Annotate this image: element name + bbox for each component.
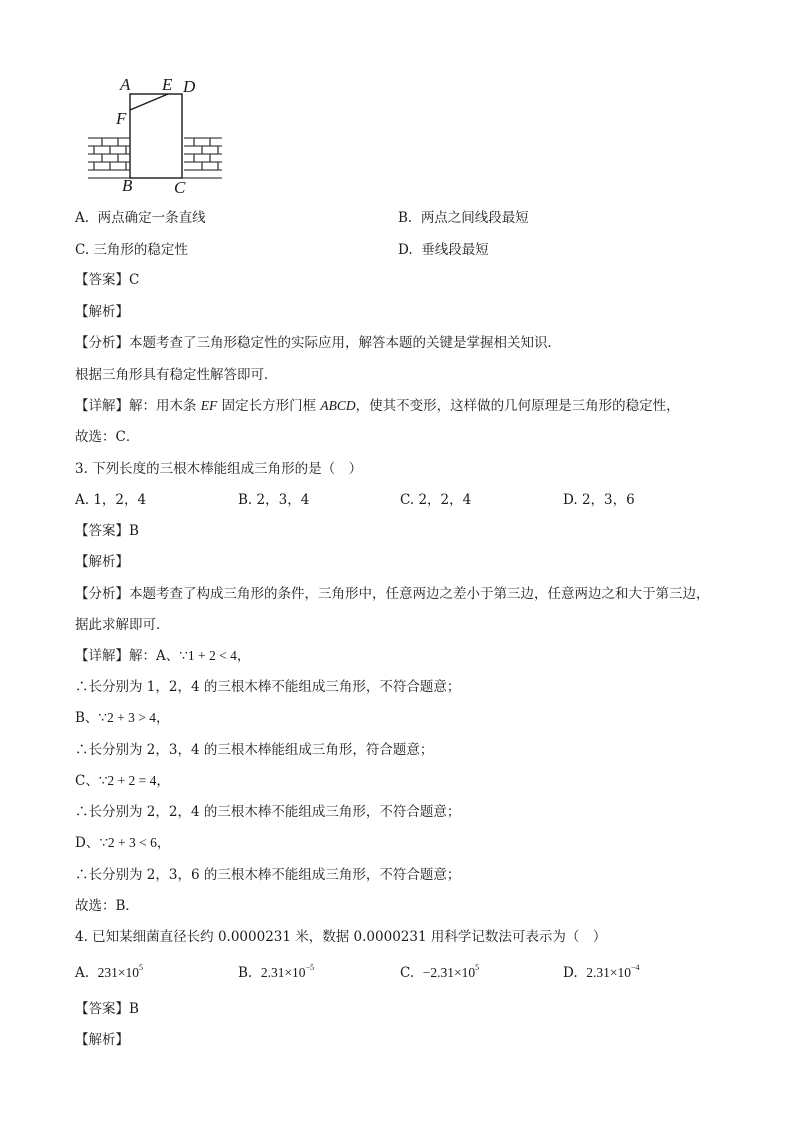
q2-option-b (398, 209, 529, 227)
left-brick-wall (88, 138, 130, 170)
q4-answer: 【答案】B (75, 1001, 139, 1017)
option-exponent: −4 (630, 963, 640, 972)
q3-detail-a (75, 647, 250, 665)
q4-analysis-heading: 【解析】 (75, 1032, 129, 1048)
q4-stem: 4. 已知某细菌直径长约 0.0000231 米，数据 0.0000231 用科学记数法可表示为（ ） (75, 929, 607, 945)
detail-text: C、 (75, 773, 99, 789)
detail-text: 【详解】解：A、 (75, 648, 180, 664)
q3-detail-c (75, 772, 170, 790)
q3-detail-d (75, 834, 170, 852)
detail-text: ，使其不变形，这样做的几何原理是三角形的稳定性， (355, 398, 680, 414)
q3-option-c (400, 491, 471, 509)
option-base: 2.31×10 (260, 965, 306, 980)
q3-option-a (75, 491, 146, 509)
q3-fenxi-1: 【分析】本题考查了构成三角形的条件，三角形中，任意两边之差小于第三边，任意两边之和大于第三边， (75, 586, 710, 602)
option-key: C. (400, 965, 415, 981)
option-key: B. (398, 210, 413, 226)
detail-text: ， (156, 773, 170, 789)
door-frame-figure (82, 72, 232, 197)
detail-text: ， (156, 710, 170, 726)
option-text: 2，3，6 (581, 492, 635, 508)
q2-fenxi: 【分析】本题考查了三角形稳定性的实际应用，解答本题的关键是掌握相关知识． (75, 335, 561, 351)
option-key: C. (75, 242, 90, 258)
option-key: B. (238, 492, 253, 508)
label-d: D (183, 77, 196, 96)
q2-analysis-heading: 【解析】 (75, 304, 129, 320)
q2-fenxi-2: 根据三角形具有稳定性解答即可． (75, 367, 278, 383)
detail-text: B、 (75, 710, 99, 726)
option-text: 1，2，4 (93, 492, 147, 508)
q2-option-d (398, 241, 489, 259)
option-exponent: 5 (139, 963, 144, 972)
detail-text: 【详解】解：用木条 (75, 398, 201, 414)
q2-choose: 故选：C． (75, 429, 140, 445)
option-key: A. (75, 965, 90, 981)
q3-detail-b (75, 709, 170, 727)
q3-choose: 故选：B． (75, 898, 139, 914)
q4-option-b (238, 964, 314, 982)
q3-detail-c-conclusion: ∴长分别为 2，2，4 的三根木棒不能组成三角形，不符合题意； (75, 804, 461, 820)
inequality: ∵2 + 3 > 4 (98, 710, 156, 725)
option-text: 2，2，4 (418, 492, 472, 508)
q4-option-d (563, 964, 640, 982)
option-text: 2，3，4 (256, 492, 310, 508)
detail-text: D、 (75, 835, 100, 851)
label-c: C (174, 178, 186, 197)
option-exponent: −5 (305, 963, 315, 972)
q3-detail-a-conclusion: ∴长分别为 1，2，4 的三根木棒不能组成三角形，不符合题意； (75, 679, 461, 695)
option-key: B. (238, 965, 253, 981)
right-brick-wall (184, 138, 222, 170)
q3-analysis-heading: 【解析】 (75, 554, 129, 570)
option-exponent: 5 (475, 963, 480, 972)
detail-text: ， (156, 835, 171, 851)
option-key: A. (75, 492, 90, 508)
label-e: E (162, 75, 173, 94)
q3-detail-b-conclusion: ∴长分别为 2，3，4 的三根木棒能组成三角形，符合题意； (75, 742, 434, 758)
label-a: A (120, 75, 131, 94)
q3-stem: 3. 下列长度的三根木棒能组成三角形的是（ ） (75, 461, 363, 477)
option-text: 两点确定一条直线 (97, 210, 206, 226)
option-key: D. (563, 492, 578, 508)
q4-option-a (75, 964, 143, 982)
q3-answer: 【答案】B (75, 523, 139, 539)
q2-option-c (75, 241, 188, 259)
q4-option-c (400, 964, 479, 982)
segment-ef: EF (200, 398, 218, 413)
option-base: 2.31×10 (586, 965, 631, 980)
option-key: C. (400, 492, 415, 508)
equation: ∵2 + 2 = 4 (98, 773, 157, 788)
option-text: 两点之间线段最短 (420, 210, 529, 226)
q3-option-d (563, 491, 635, 509)
q2-option-a (75, 209, 206, 227)
label-f: F (116, 109, 127, 128)
inequality: ∵2 + 3 < 6 (99, 835, 157, 850)
detail-text: 固定长方形门框 (217, 398, 321, 414)
label-b: B (122, 176, 133, 195)
q2-answer: 【答案】C (75, 272, 140, 288)
option-key: D. (398, 242, 413, 258)
option-key: D. (563, 965, 578, 981)
option-base: 231×10 (97, 965, 140, 980)
inequality: ∵1 + 2 < 4 (179, 648, 237, 663)
q3-detail-d-conclusion: ∴长分别为 2，3，6 的三根木棒不能组成三角形，不符合题意； (75, 867, 461, 883)
q3-option-b (238, 491, 309, 509)
option-text: 三角形的稳定性 (93, 242, 188, 258)
option-key: A. (75, 210, 90, 226)
rectangle-abcd: ABCD (320, 398, 356, 413)
q3-fenxi-2: 据此求解即可． (75, 617, 170, 633)
brace-ef (130, 94, 168, 110)
detail-text: ， (236, 648, 251, 664)
q2-detail (75, 397, 680, 415)
option-base: −2.31×10 (422, 965, 476, 980)
option-text: 垂线段最短 (421, 242, 489, 258)
